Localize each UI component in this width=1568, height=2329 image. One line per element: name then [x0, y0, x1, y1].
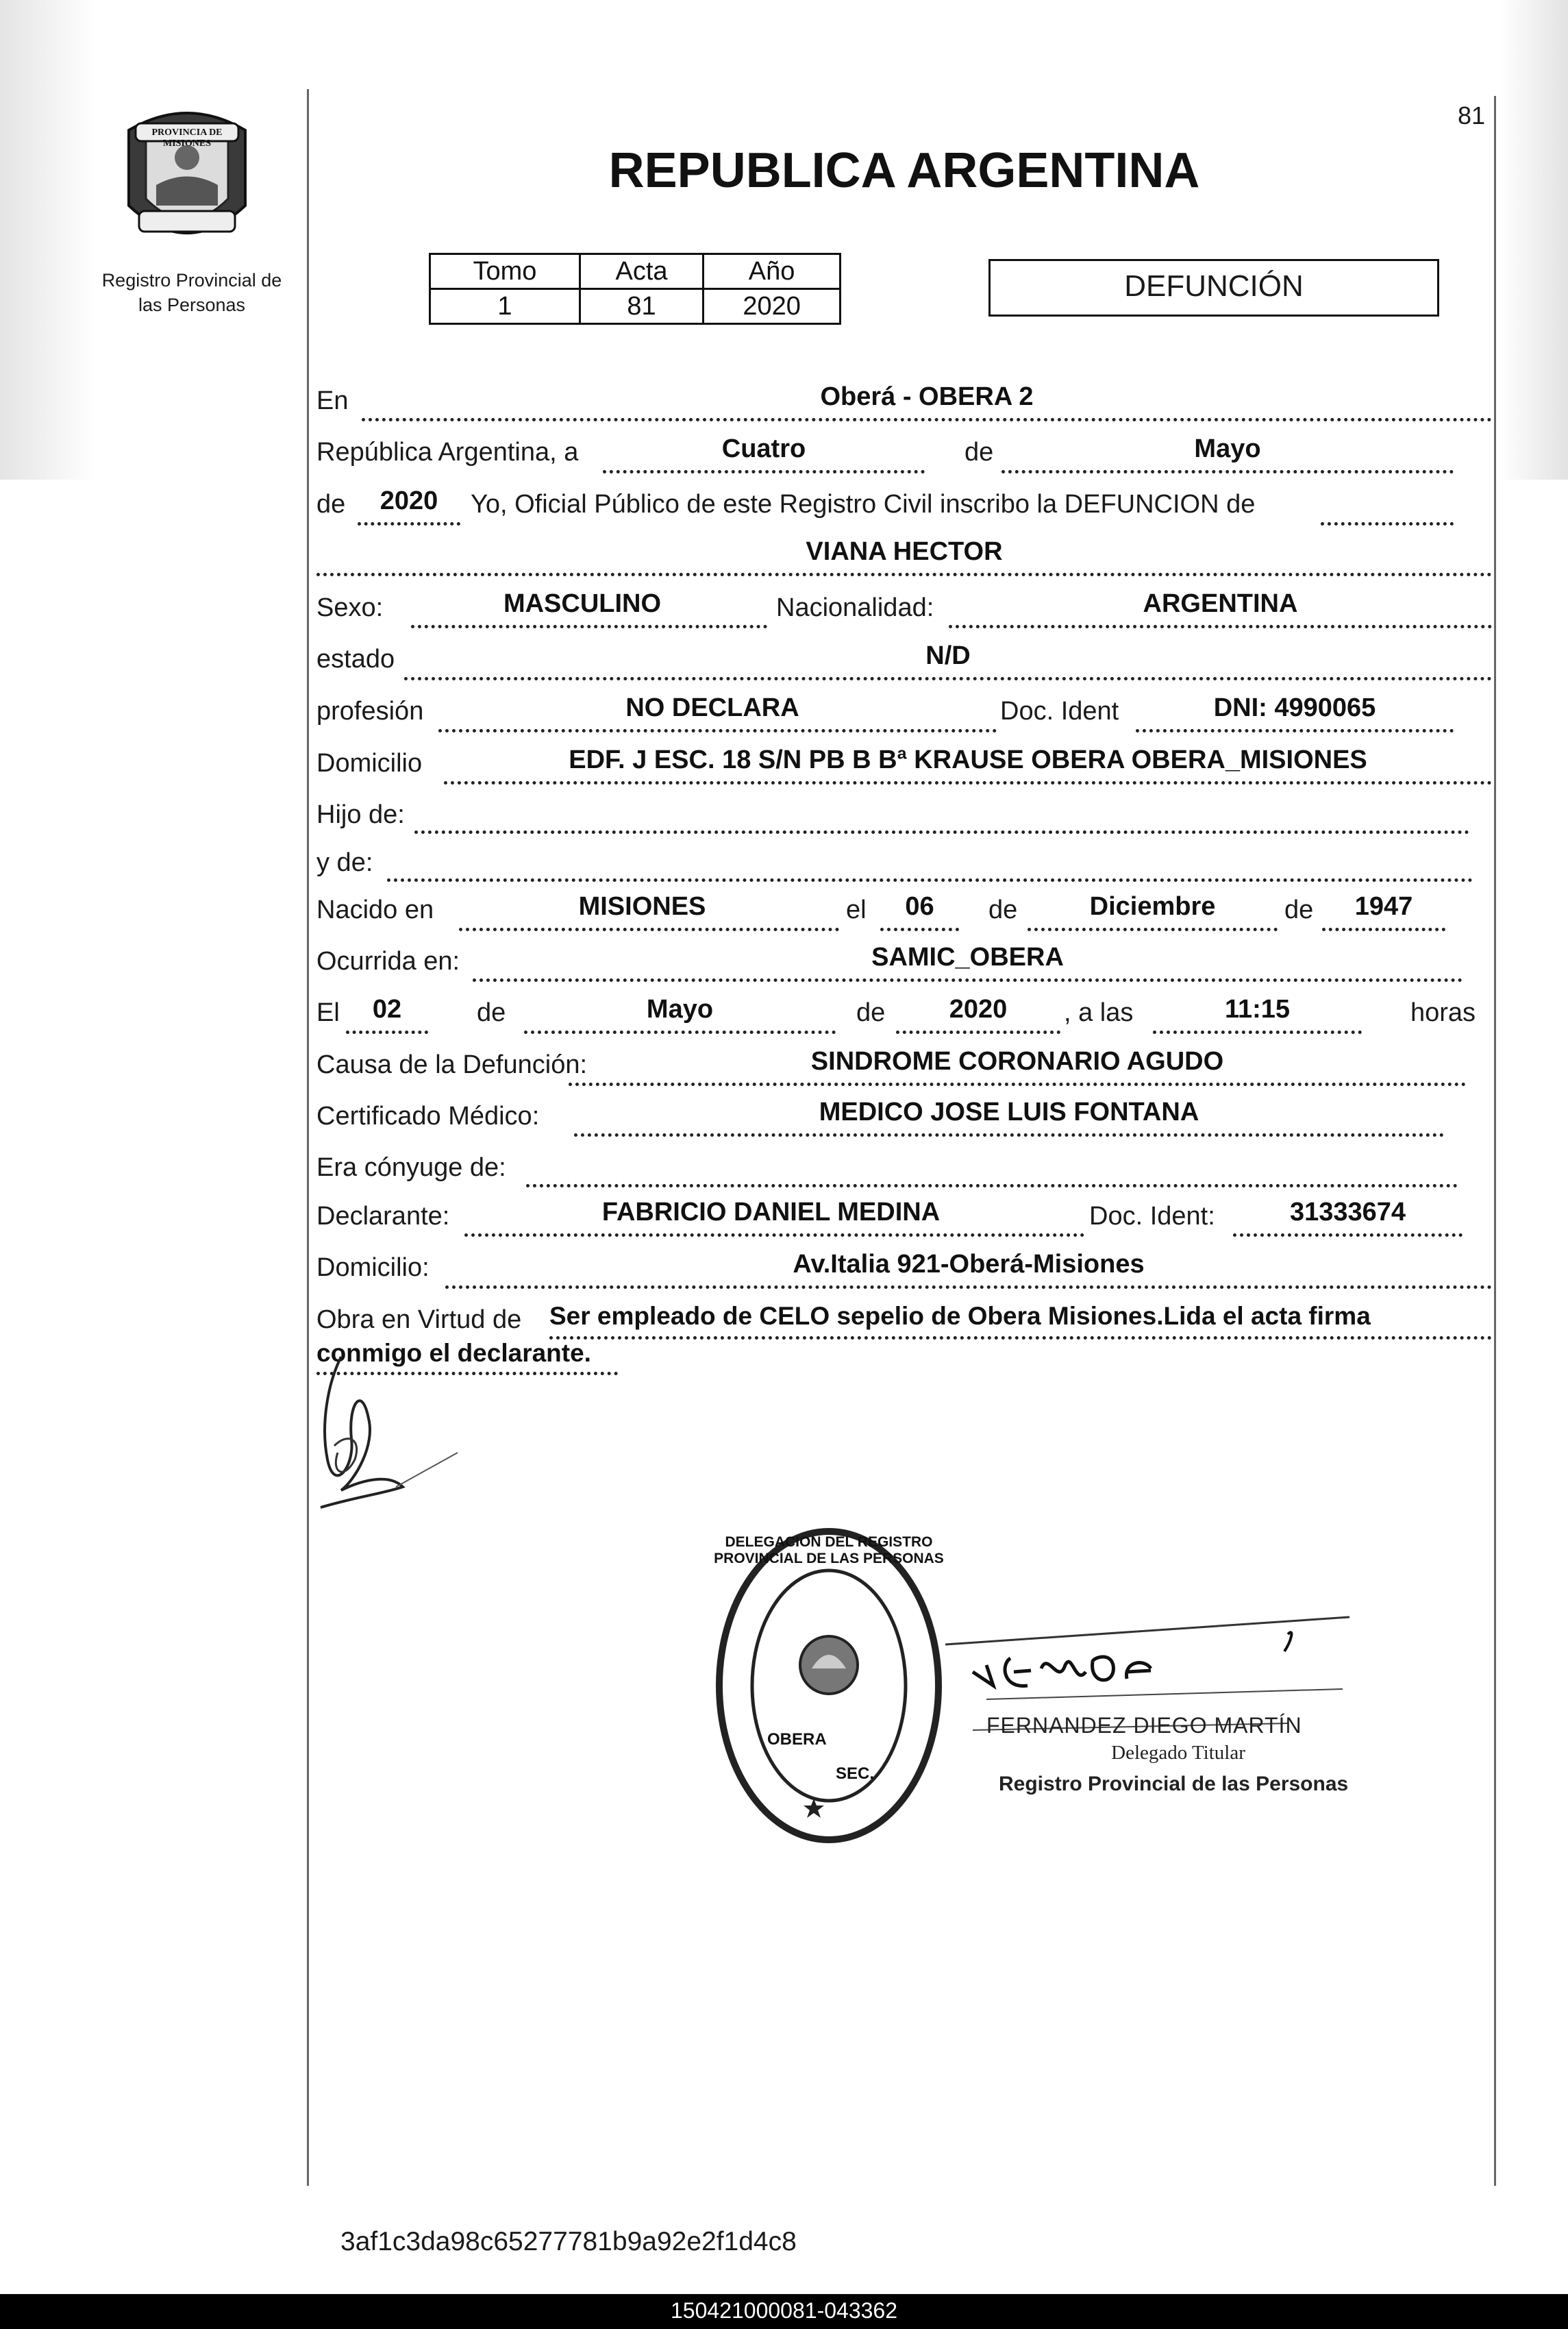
label-de-4: de: [1284, 896, 1314, 924]
logo-caption-line2: las Personas: [138, 295, 246, 315]
dots-estado: [404, 677, 1492, 680]
dots-certificado: [574, 1133, 1444, 1137]
label-horas: horas: [1410, 998, 1476, 1027]
dots-dia-inscripcion: [603, 470, 925, 473]
dots-nacionalidad: [949, 625, 1492, 628]
label-de-2: de: [316, 490, 346, 519]
field-dia-inscripcion: Cuatro: [721, 434, 806, 463]
right-scan-shade: [1500, 0, 1568, 480]
label-domicilio-2: Domicilio:: [316, 1253, 430, 1282]
label-conyuge: Era cónyuge de:: [316, 1153, 506, 1182]
dots-declarante: [464, 1233, 1084, 1237]
dots-def-dia: [346, 1031, 428, 1034]
field-obra-line1: Ser empleado de CELO sepelio de Obera Misiones.Lida el acta firma: [549, 1302, 1371, 1330]
dots-domicilio: [444, 781, 1492, 785]
label-nacionalidad: Nacionalidad:: [776, 593, 934, 622]
label-certificado: Certificado Médico:: [316, 1102, 540, 1131]
field-ocurrida-en: SAMIC_OBERA: [871, 943, 1064, 972]
field-lugar: Oberá - OBERA 2: [820, 382, 1034, 411]
label-sexo: Sexo:: [316, 593, 384, 622]
dots-def-mes: [524, 1031, 836, 1034]
declarant-signature: [314, 1343, 471, 1521]
dots-nac-dia: [880, 928, 959, 931]
label-a-las: , a las: [1064, 998, 1134, 1027]
record-type: DEFUNCIÓN: [1124, 269, 1304, 303]
field-declarante: FABRICIO DANIEL MEDINA: [601, 1198, 941, 1227]
dots-ocurrida-en: [473, 978, 1463, 982]
label-causa: Causa de la Defunción:: [316, 1050, 588, 1079]
label-de-1: de: [965, 438, 994, 467]
dots-conyuge: [526, 1184, 1458, 1187]
dots-declarante-doc: [1233, 1233, 1463, 1237]
dots-obra-line1: [549, 1336, 1492, 1340]
table-header-anio: Año: [704, 254, 841, 289]
field-causa: SINDROME CORONARIO AGUDO: [810, 1047, 1224, 1076]
province-shield-icon: [115, 103, 259, 254]
field-def-anio: 2020: [949, 995, 1008, 1024]
field-nombre: VIANA HECTOR: [806, 537, 1003, 566]
page-number: 81: [1458, 101, 1486, 130]
label-de-6: de: [856, 998, 886, 1027]
field-nacido-en: MISIONES: [578, 892, 706, 921]
field-nacionalidad: ARGENTINA: [1143, 589, 1298, 618]
field-def-dia: 02: [372, 995, 402, 1024]
field-certificado: MEDICO JOSE LUIS FONTANA: [819, 1098, 1199, 1126]
signatory-role: Delegado Titular: [1111, 1742, 1245, 1764]
signatory-office: Registro Provincial de las Personas: [999, 1773, 1349, 1795]
official-stamp: [712, 1525, 945, 1847]
label-doc-ident-2: Doc. Ident:: [1089, 1202, 1215, 1231]
record-table: [429, 253, 841, 325]
field-obra-line2: conmigo el declarante.: [316, 1339, 591, 1367]
logo-seal-text: PROVINCIA DE MISIONES: [151, 127, 223, 149]
field-documento: DNI: 4990065: [1213, 693, 1376, 722]
field-def-hora: 11:15: [1224, 995, 1291, 1024]
logo-caption-line1: Registro Provincial de: [101, 270, 282, 291]
table-header-acta: Acta: [580, 254, 703, 289]
stamp-sec-text: SEC.: [836, 1764, 875, 1783]
dots-hijo-de: [414, 830, 1469, 834]
dots-nacido-en: [459, 928, 839, 931]
stamp-ring-text: DELEGACION DEL REGISTRO PROVINCIAL DE LAS PERSONAS: [714, 1534, 944, 1566]
left-scan-shade: [0, 0, 96, 480]
table-value-tomo: 1: [430, 289, 580, 324]
signatory-name: FERNANDEZ DIEGO MARTÍN: [986, 1713, 1302, 1738]
label-republica: República Argentina, a: [316, 438, 579, 467]
dots-anio-inscripcion: [358, 522, 460, 526]
field-nac-anio: 1947: [1354, 892, 1413, 921]
footer-code: 150421000081-043362: [671, 2298, 897, 2323]
label-el: el: [846, 896, 867, 924]
dots-nac-anio: [1322, 928, 1445, 931]
stamp-inner-text: OBERA: [767, 1730, 827, 1749]
label-hijo-de: Hijo de:: [316, 800, 405, 829]
label-el-cap: El: [316, 998, 340, 1027]
right-margin-line: [1494, 96, 1496, 2186]
field-mes-inscripcion: Mayo: [1194, 434, 1261, 463]
field-anio-inscripcion: 2020: [379, 486, 438, 515]
dots-causa: [569, 1083, 1466, 1086]
field-sexo: MASCULINO: [503, 589, 662, 618]
label-doc-ident: Doc. Ident: [1000, 697, 1119, 726]
label-nacido-en: Nacido en: [316, 896, 434, 924]
dots-nac-mes: [1028, 928, 1278, 931]
field-nac-mes: Diciembre: [1089, 892, 1216, 921]
label-en: En: [316, 386, 349, 415]
dots-sexo: [411, 625, 767, 628]
field-def-mes: Mayo: [646, 995, 714, 1024]
dots-lugar: [362, 418, 1492, 421]
label-estado: estado: [316, 645, 395, 674]
label-de-5: de: [477, 998, 506, 1027]
left-margin-line: [307, 89, 309, 2186]
field-domicilio: EDF. J ESC. 18 S/N PB B Bª KRAUSE OBERA OBERA_MISIONES: [569, 745, 1367, 774]
dots-declarante-domicilio: [445, 1285, 1492, 1289]
dots-y-de: [387, 878, 1473, 882]
label-domicilio: Domicilio: [316, 749, 423, 778]
label-y-de: y de:: [316, 848, 373, 877]
dots-def-anio: [896, 1031, 1060, 1034]
dots-mes-inscripcion: [1001, 470, 1454, 473]
dots-defuncion-de: [1321, 522, 1454, 526]
label-declarante: Declarante:: [316, 1202, 450, 1231]
label-ocurrida-en: Ocurrida en:: [316, 947, 460, 976]
dots-profesion: [438, 729, 997, 732]
label-profesion: profesión: [316, 697, 424, 726]
label-de-3: de: [988, 896, 1018, 924]
field-nac-dia: 06: [905, 892, 934, 921]
province-logo: [115, 103, 259, 254]
dots-def-hora: [1153, 1031, 1362, 1034]
document-hash: 3af1c3da98c65277781b9a92e2f1d4c8: [340, 2227, 797, 2256]
page-title: REPUBLICA ARGENTINA: [608, 143, 1200, 198]
field-estado: N/D: [925, 641, 971, 670]
label-yo-oficial: Yo, Oficial Público de este Registro Civil inscribo la DEFUNCION de: [471, 490, 1256, 519]
field-declarante-domicilio: Av.Italia 921-Oberá-Misiones: [793, 1250, 1145, 1279]
field-declarante-doc: 31333674: [1289, 1198, 1406, 1227]
stamp-seal-icon: [712, 1525, 945, 1847]
table-header-tomo: Tomo: [430, 254, 580, 289]
field-profesion: NO DECLARA: [625, 693, 799, 722]
dots-documento: [1136, 729, 1454, 732]
dots-nombre: [316, 573, 1492, 576]
table-value-acta: 81: [580, 289, 703, 324]
label-obra-en-virtud: Obra en Virtud de: [316, 1305, 522, 1334]
table-value-anio: 2020: [704, 289, 841, 324]
